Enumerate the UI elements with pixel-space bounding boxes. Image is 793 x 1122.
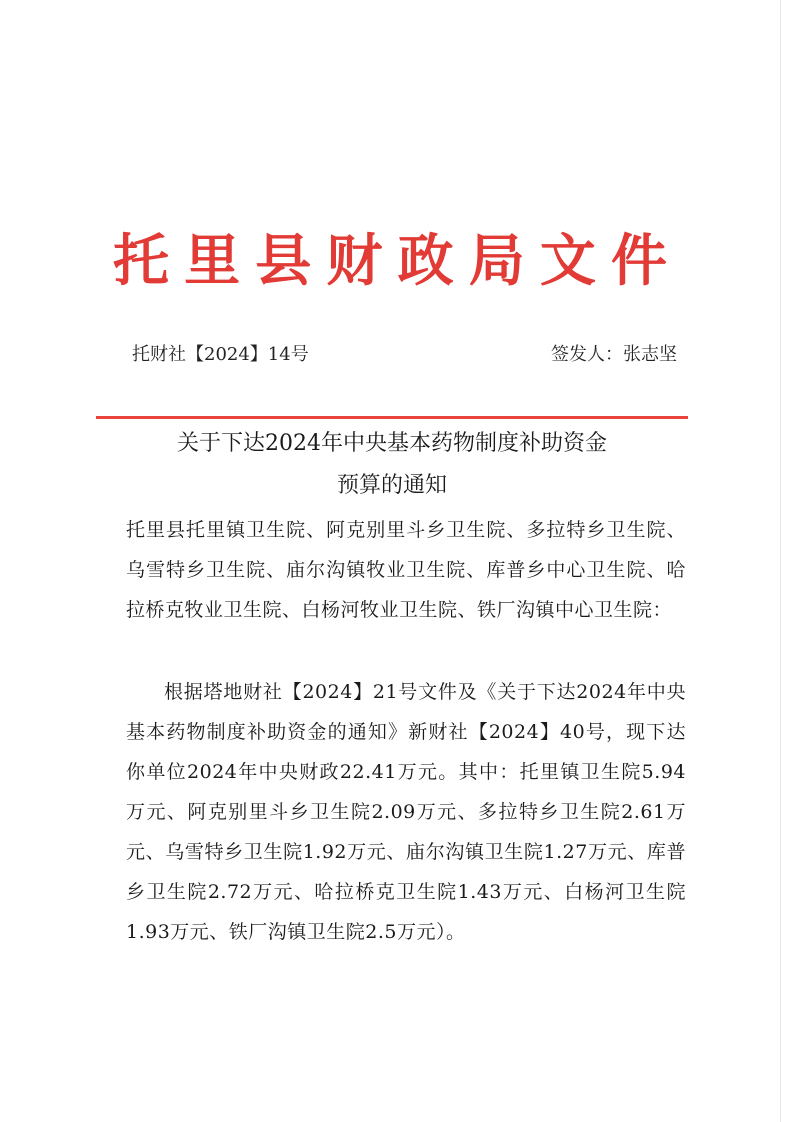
- masthead-char: 局: [468, 228, 525, 294]
- masthead-char: 县: [255, 228, 312, 294]
- addressees: 托里县托里镇卫生院、阿克别里斗乡卫生院、多拉特乡卫生院、乌雪特乡卫生院、庙尔沟镇牧业卫生院、库普乡中心卫生院、哈拉桥克牧业卫生院、白杨河牧业卫生院、铁厂沟镇中心卫生院：: [126, 519, 686, 621]
- notice-body: 根据塔地财社【2024】21号文件及《关于下达2024年中央基本药物制度补助资金的通知》新财社【2024】40号，现下达你单位2024年中央财政22.41万元。其中：托里镇卫生院5.94万元、阿克别里斗乡卫生院2.09万元、多拉特乡卫生院2.61万元、乌雪特乡卫生院1.92万元、庙尔沟镇卫生院1.27万元、库普乡卫生院2.72万元、哈拉桥克卫生院1.43万元、白杨河卫生院1.93万元、铁厂沟镇卫生院2.5万元）。: [126, 681, 686, 943]
- notice-title-line-2: 预算的通知: [336, 473, 447, 498]
- masthead-char: 政: [397, 228, 454, 294]
- masthead-char: 里: [184, 228, 241, 294]
- document-meta: [132, 340, 677, 368]
- document-number: 托财社【2024】14号: [132, 344, 309, 365]
- masthead-char: 财: [326, 228, 383, 294]
- masthead-title: [110, 222, 670, 292]
- masthead-char: 文: [539, 228, 596, 294]
- red-separator-line: [96, 416, 688, 419]
- signer: 签发人：张志坚: [551, 344, 677, 365]
- notice-title-line-1: 关于下达2024年中央基本药物制度补助资金: [177, 431, 607, 456]
- scan-edge-line: [780, 0, 781, 1122]
- masthead-char: 托: [113, 228, 169, 294]
- masthead-char: 件: [610, 228, 667, 294]
